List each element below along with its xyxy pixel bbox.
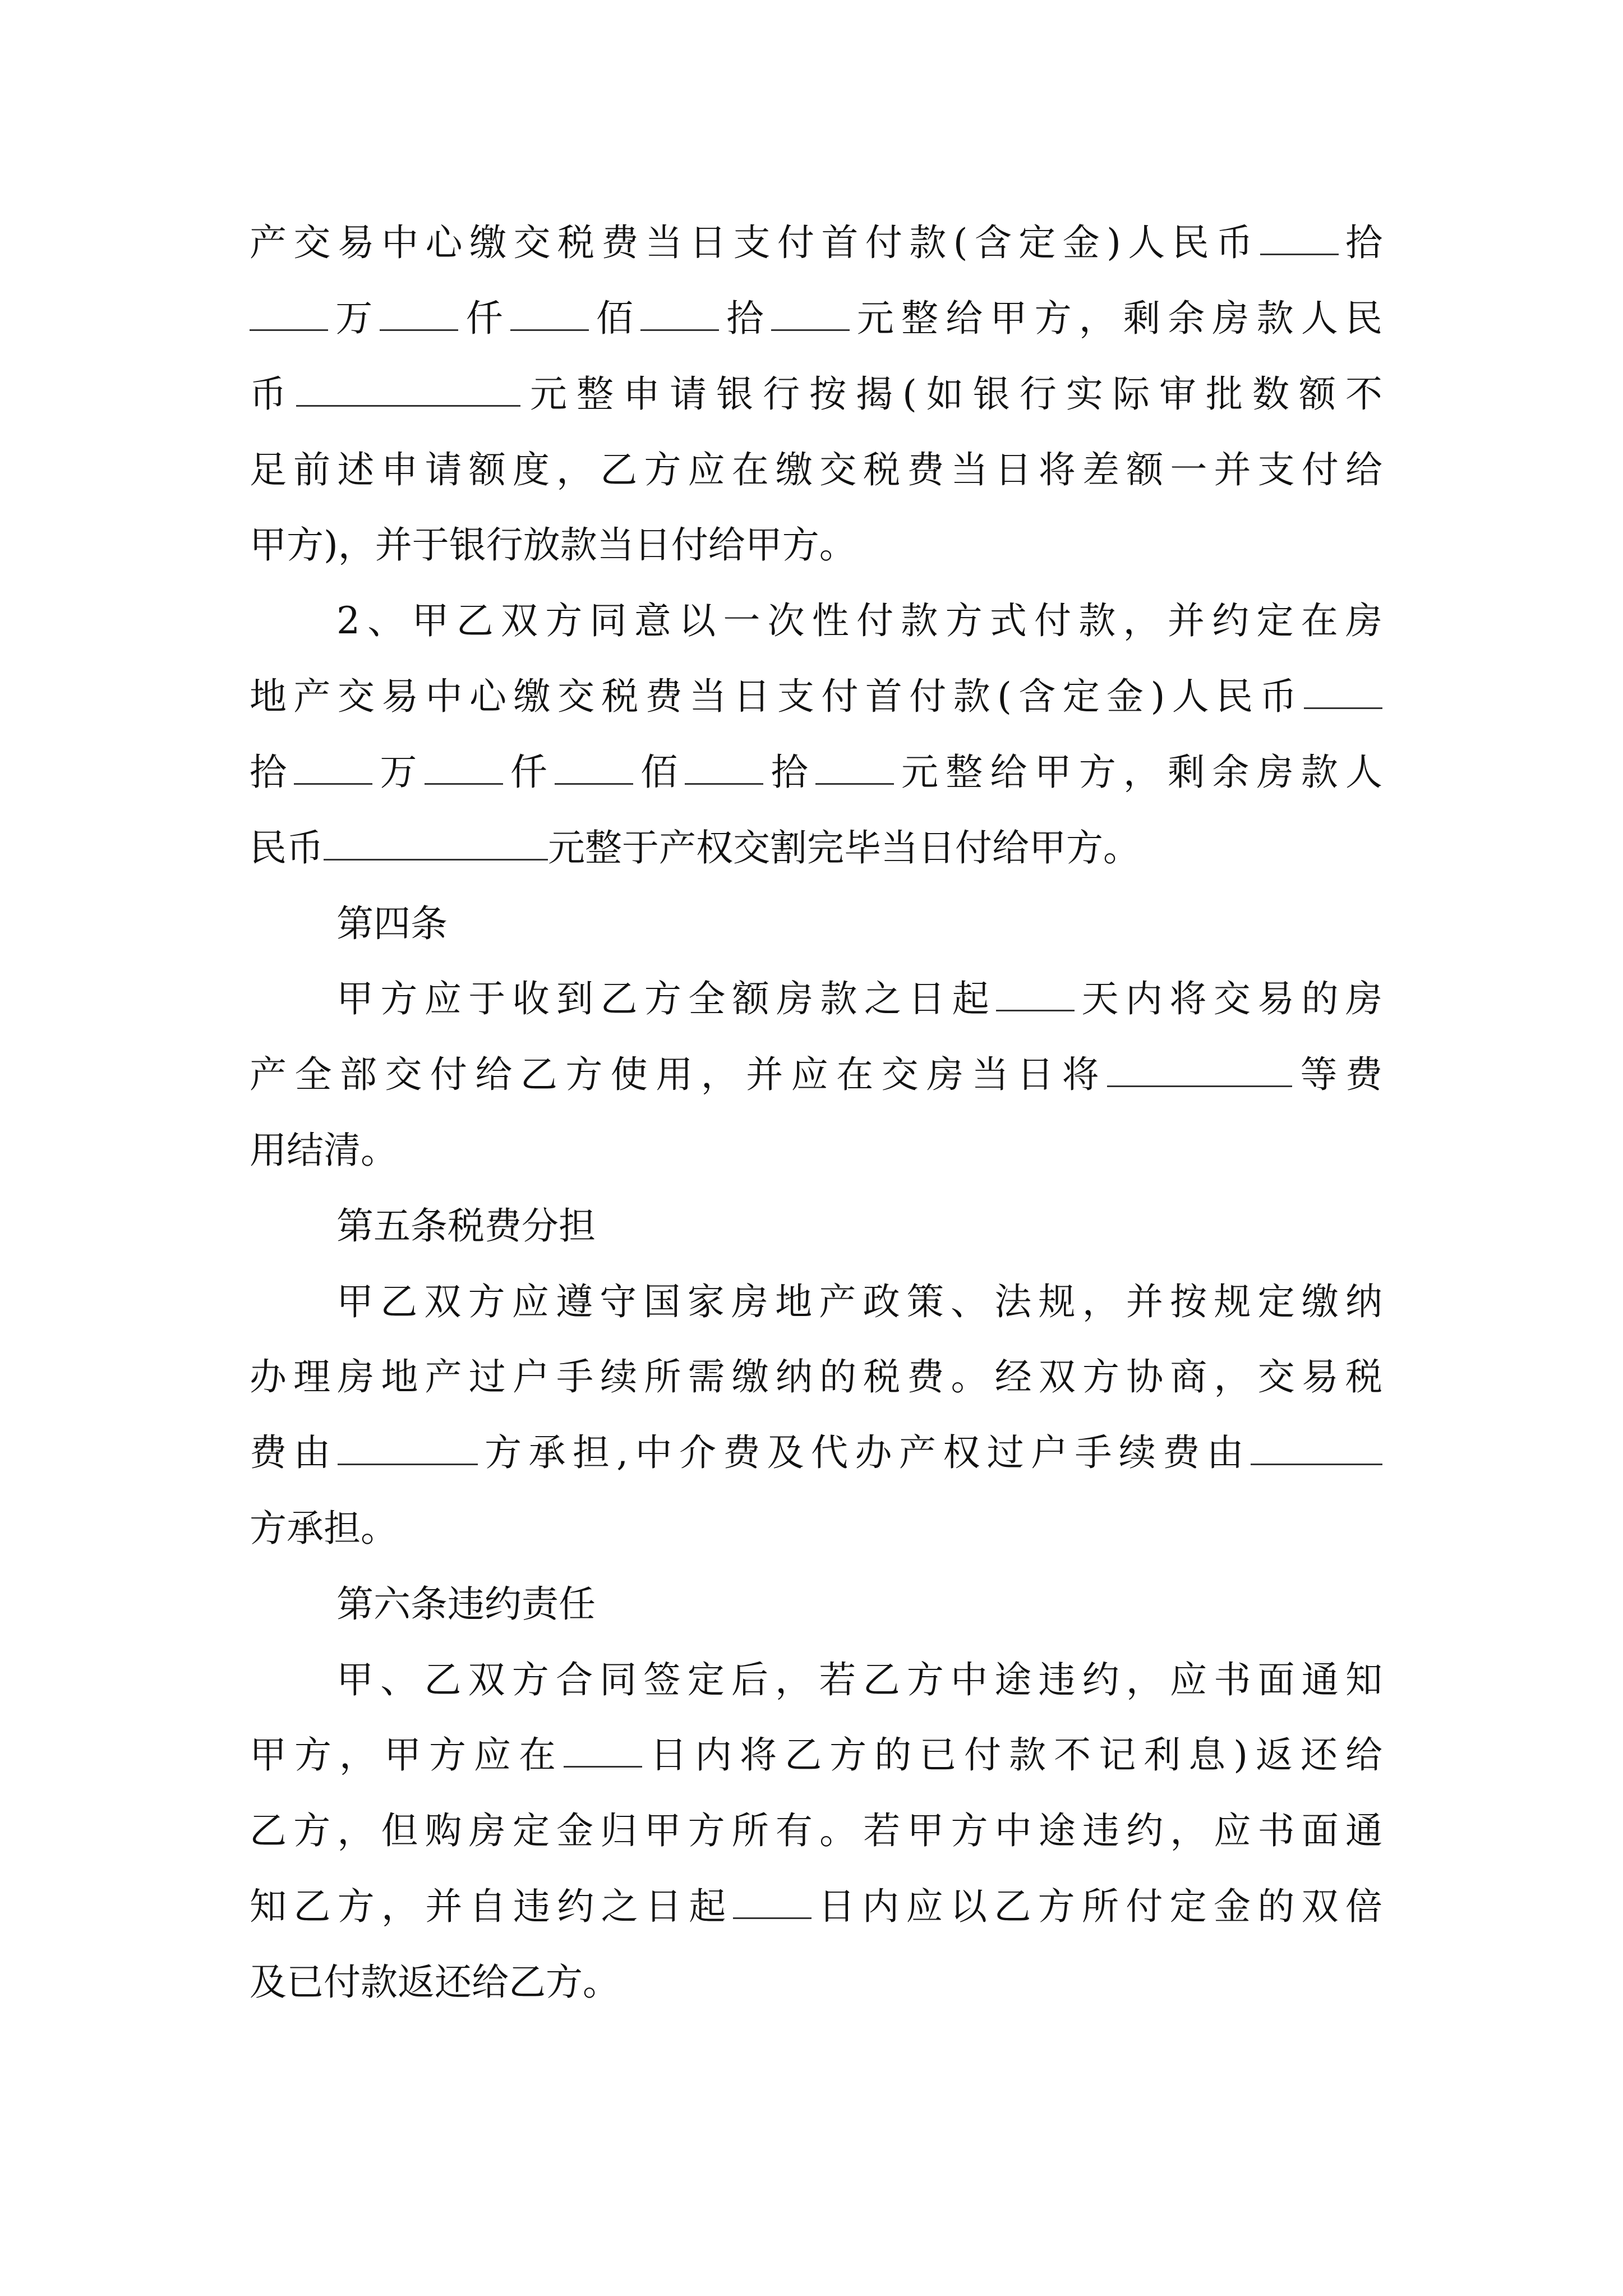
blank-field <box>425 752 503 785</box>
text-line-5: 甲方)，并于银行放款当日付给甲方。 <box>250 523 856 567</box>
blank-field <box>1251 1432 1382 1465</box>
text-line-8: 拾 万 仟 佰 拾 元整给甲方，剩余房款人 <box>250 751 1382 794</box>
text-line-7: 地产交易中心缴交税费当日支付首付款(含定金)人民币 <box>250 669 1382 725</box>
text-line-23: 知乙方，并自违约之日起 日内应以乙方所付定金的双倍 <box>250 1885 1382 1928</box>
text-line-22: 乙方，但购房定金归甲方所有。若甲方中途违约，应书面通 <box>250 1809 1382 1852</box>
blank-field <box>564 1734 642 1768</box>
blank-field <box>296 374 520 407</box>
blank-field <box>1304 676 1382 709</box>
blank-field <box>510 298 589 331</box>
text-line-18: 方承担。 <box>250 1507 398 1550</box>
blank-field <box>324 827 548 861</box>
blank-field <box>685 752 763 785</box>
text-line-15: 甲乙双方应遵守国家房地产政策、法规，并按规定缴纳 <box>336 1280 1382 1323</box>
text-line-17: 费由 方承担,中介费及代办产权过户手续费由 <box>250 1425 1382 1481</box>
blank-field <box>555 752 633 785</box>
blank-field <box>338 1432 478 1465</box>
text-line-12: 产全部交付给乙方使用，并应在交房当日将 等费 <box>250 1053 1382 1096</box>
text-line-20: 甲、乙双方合同签定后，若乙方中途违约，应书面通知 <box>336 1658 1382 1701</box>
text-line-16: 办理房地产过户手续所需缴纳的税费。经双方协商，交易税 <box>250 1355 1382 1398</box>
text-line-11: 甲方应于收到乙方全额房款之日起 天内将交易的房 <box>336 977 1382 1020</box>
blank-field <box>771 298 850 331</box>
section-heading-6: 第六条违约责任 <box>336 1582 596 1626</box>
text-line-24: 及已付款返还给乙方。 <box>250 1961 620 2004</box>
text-line-13: 用结清。 <box>250 1129 398 1172</box>
text-line-2: 万 仟 佰 拾 元整给甲方，剩余房款人民 <box>250 291 1382 347</box>
section-heading-5: 第五条税费分担 <box>336 1204 596 1248</box>
blank-field <box>1107 1054 1292 1087</box>
blank-field <box>1260 222 1339 255</box>
text-line-6: 2、甲乙双方同意以一次性付款方式付款，并约定在房 <box>336 599 1382 642</box>
text-line-4: 足前述申请额度，乙方应在缴交税费当日将差额一并支付给 <box>250 448 1382 491</box>
blank-field <box>815 752 894 785</box>
blank-field <box>294 752 372 785</box>
blank-field <box>250 298 328 331</box>
blank-field <box>996 978 1075 1011</box>
section-heading-4: 第四条 <box>336 902 448 945</box>
text-line-1: 产交易中心缴交税费当日支付首付款(含定金)人民币 拾 <box>250 221 1382 264</box>
blank-field <box>380 298 458 331</box>
text-line-21: 甲方，甲方应在 日内将乙方的已付款不记利息)返还给 <box>250 1733 1382 1777</box>
blank-field <box>640 298 719 331</box>
blank-field <box>733 1886 811 1919</box>
text-line-9: 民币 元整于产权交割完毕当日付给甲方。 <box>250 826 1140 869</box>
text-line-3: 币 元整申请银行按揭(如银行实际审批数额不 <box>250 372 1382 416</box>
